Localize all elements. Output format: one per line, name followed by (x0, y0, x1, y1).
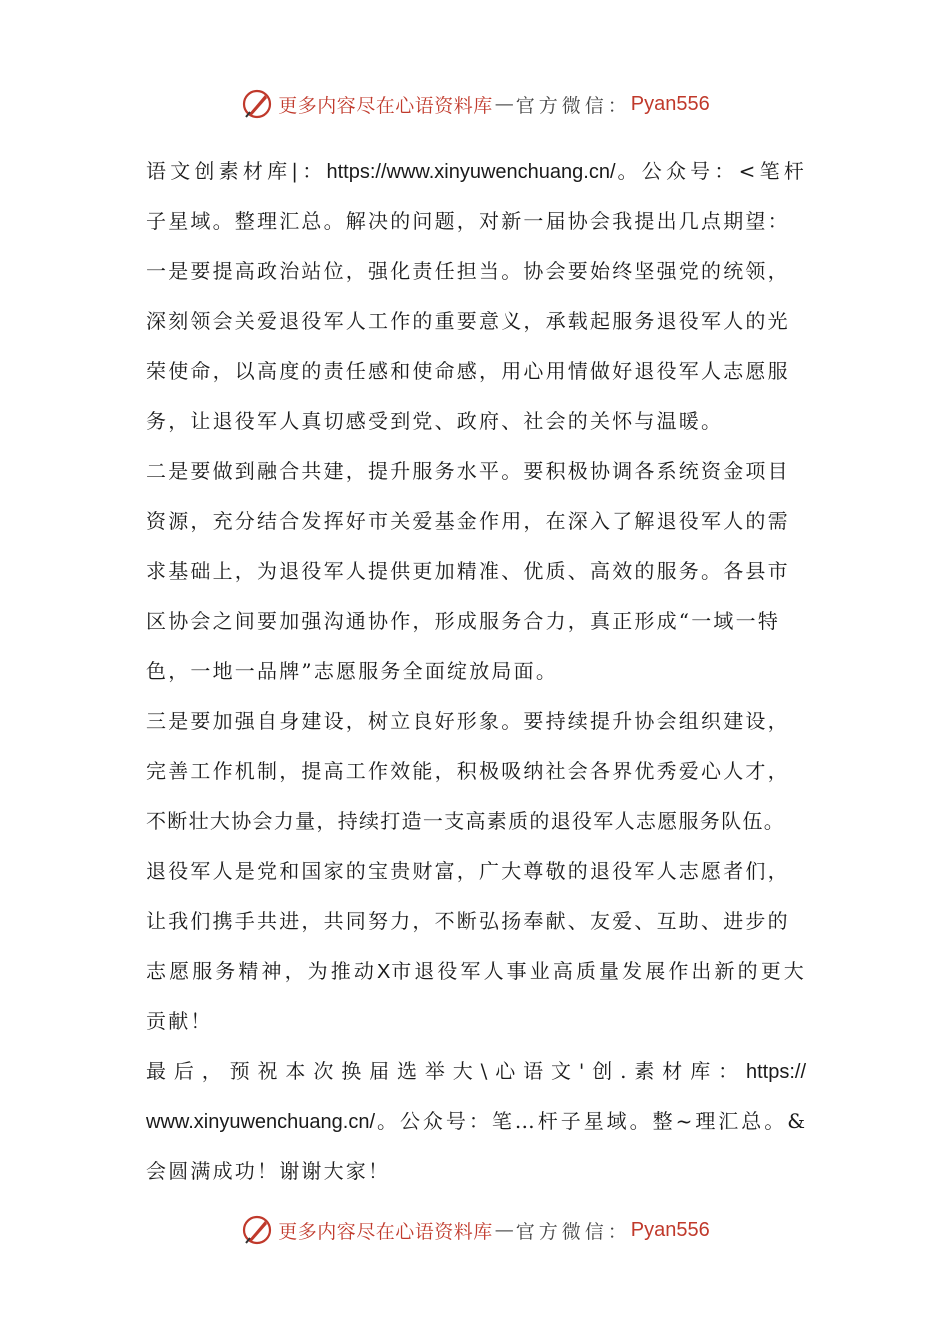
footer-banner (0, 1210, 950, 1250)
text-line: 二是要做到融合共建，提升服务水平。要积极协调各系统资金项目 (146, 459, 790, 483)
text-line: 会圆满成功！谢谢大家！ (146, 1159, 391, 1183)
url-text: www.xinyuwenchuang.cn/ (146, 1111, 376, 1133)
text-line: 志愿服务精神，为推动X市退役军人事业高质量发展作出新的更大 (146, 959, 806, 983)
text-line: 完善工作机制，提高工作效能，积极吸纳社会各界优秀爱心人才， (146, 759, 790, 783)
url-text: https:// (745, 1061, 806, 1083)
text-line: 不断壮大协会力量，持续打造一支高素质的退役军人志愿服务队伍。 (146, 809, 785, 833)
text-line: 色，一地一品牌”志愿服务全面绽放局面。 (146, 659, 559, 683)
banner-official-label: 官方微信： (515, 1220, 631, 1243)
text-line: 退役军人是党和国家的宝贵财富，广大尊敬的退役军人志愿者们， (146, 859, 790, 883)
text-line: 最后，预祝本次换届选举大\心语文'创.素材库：https:// (146, 1059, 806, 1083)
text-line: 务，让退役军人真切感受到党、政府、社会的关怀与温暖。 (146, 409, 724, 433)
banner-separator: — (494, 93, 514, 115)
quill-logo-icon (240, 1213, 274, 1247)
banner-official-label: 官方微信： (515, 94, 631, 117)
banner-brand-text: 更多内容尽在心语资料库 (278, 1220, 493, 1243)
text-line: 子星域。整理汇总。解决的问题，对新一届协会我提出几点期望： (146, 209, 790, 233)
banner-wechat-id: Pyan556 (630, 1218, 710, 1241)
text-line: 深刻领会关爱退役军人工作的重要意义，承载起服务退役军人的光 (146, 309, 790, 333)
banner-wechat-id: Pyan556 (630, 92, 710, 115)
text-line: 语文创素材库|：https://www.xinyuwenchuang.cn/。公众号：<笔杆 (146, 159, 806, 183)
url-text: https://www.xinyuwenchuang.cn/ (326, 161, 616, 183)
text-line: www.xinyuwenchuang.cn/。公众号：笔…杆子星域。整~理汇总。& (146, 1109, 806, 1133)
text-line: 区协会之间要加强沟通协作，形成服务合力，真正形成“一域一特 (146, 609, 781, 633)
text-line: 求基础上，为退役军人提供更加精准、优质、高效的服务。各县市 (146, 559, 790, 583)
text-line: 贡献！ (146, 1009, 213, 1033)
text-line: 资源，充分结合发挥好市关爱基金作用，在深入了解退役军人的需 (146, 509, 790, 533)
text-line: 三是要加强自身建设，树立良好形象。要持续提升协会组织建设， (146, 709, 790, 733)
document-body (146, 146, 806, 1196)
banner-separator: — (494, 1219, 514, 1241)
text-line: 荣使命，以高度的责任感和使命感，用心用情做好退役军人志愿服 (146, 359, 790, 383)
text-line: 一是要提高政治站位，强化责任担当。协会要始终坚强党的统领， (146, 259, 790, 283)
header-banner (0, 84, 950, 124)
banner-brand-text: 更多内容尽在心语资料库 (278, 94, 493, 117)
text-line: 让我们携手共进，共同努力，不断弘扬奉献、友爱、互助、进步的 (146, 909, 790, 933)
quill-logo-icon (240, 87, 274, 121)
